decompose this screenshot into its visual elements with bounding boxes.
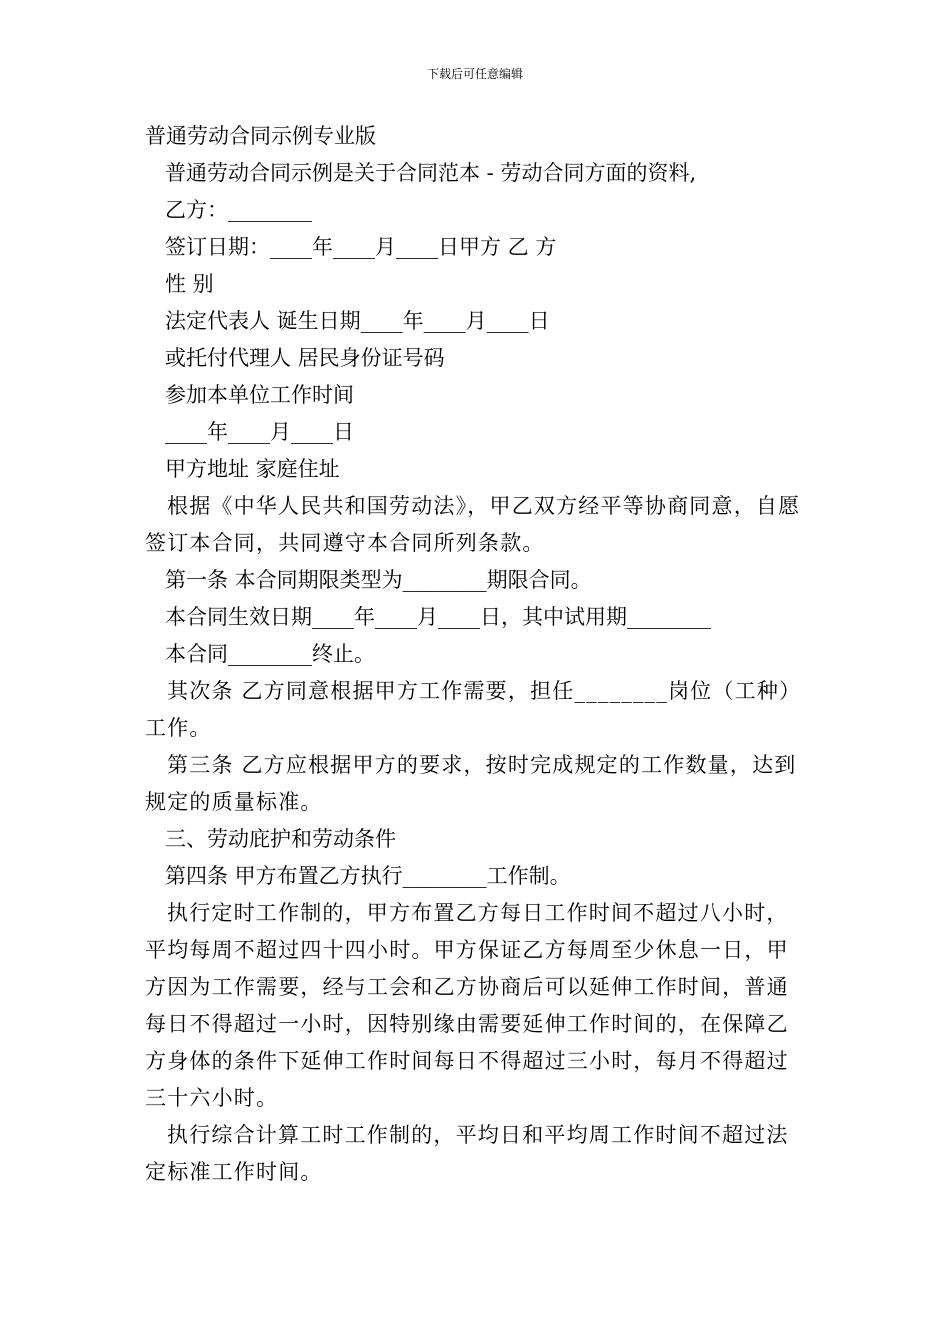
paragraph-article-2: 其次条 乙方同意根据甲方工作需要，担任________岗位（工种）工作。 xyxy=(145,679,802,740)
document-body xyxy=(145,118,810,1191)
legal-rep-line: 法定代表人 诞生日期____年____月____日 xyxy=(165,309,550,333)
signing-date-line: 签订日期：____年____月____日甲方 乙 方 xyxy=(165,235,557,259)
paragraph-comprehensive-hours: 执行综合计算工时工作制的，平均日和平均周工作时间不超过法定标准工作时间。 xyxy=(145,1123,789,1184)
paragraph-basis: 根据《中华人民共和国劳动法》，甲乙双方经平等协商同意，自愿签订本合同，共同遵守本合同所列条款。 xyxy=(145,494,801,555)
join-time-line: 参加本单位工作时间 xyxy=(165,383,354,407)
gender-line: 性 别 xyxy=(165,272,214,296)
document-title: 普通劳动合同示例专业版 xyxy=(145,124,376,148)
paragraph-fixed-hours: 执行定时工作制的，甲方布置乙方每日工作时间不超过八小时，平均每周不超过四十四小时。甲方保证乙方每周至少休息一日，甲方因为工作需要，经与工会和乙方协商后可以延伸工作时间，普通每日不得超过一小时，因特别缘由需要延伸工作时间的，在保障乙方身体的条件下延伸工作时间每日不得超过三小时，每月不得超过三十六小时。 xyxy=(145,901,789,1110)
section-heading: 三、劳动庇护和劳动条件 xyxy=(165,827,396,851)
article-1-line: 第一条 本合同期限类型为________期限合同。 xyxy=(165,568,592,592)
paragraph-article-3: 第三条 乙方应根据甲方的要求，按时完成规定的工作数量，达到规定的质量标准。 xyxy=(145,753,797,814)
agent-line: 或托付代理人 居民身份证号码 xyxy=(165,346,445,370)
article-4-line: 第四条 甲方布置乙方执行________工作制。 xyxy=(165,864,571,888)
address-line: 甲方地址 家庭住址 xyxy=(165,457,340,481)
page-header: 下载后可任意编辑 xyxy=(426,67,523,81)
party-b-line: 乙方：________ xyxy=(165,198,312,222)
intro-line: 普通劳动合同示例是关于合同范本 - 劳动合同方面的资料, xyxy=(165,161,697,185)
join-date-line: ____年____月____日 xyxy=(165,420,354,444)
termination-line: 本合同________终止。 xyxy=(165,642,375,666)
effective-date-line: 本合同生效日期____年____月____日，其中试用期________ xyxy=(165,605,711,629)
